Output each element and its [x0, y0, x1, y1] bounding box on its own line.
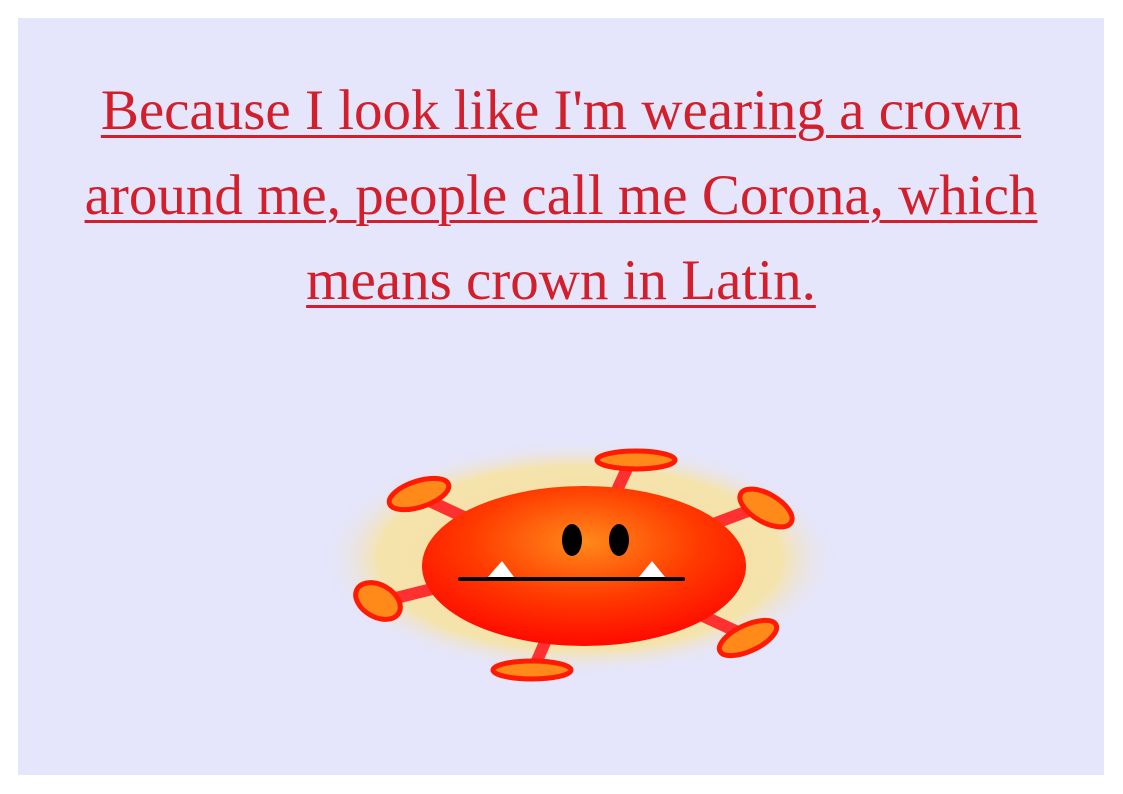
corona-virus-illustration	[318, 418, 838, 698]
right-eye-icon	[609, 524, 629, 556]
virus-body	[422, 486, 746, 646]
left-eye-icon	[562, 524, 582, 556]
spike-tip-top	[597, 451, 675, 469]
slide-caption: Because I look like I'm wearing a crown around me, people call me Corona, which means crown in Latin.	[84, 79, 1038, 312]
slide	[18, 18, 1104, 775]
spike-tip-bottom	[493, 661, 571, 679]
